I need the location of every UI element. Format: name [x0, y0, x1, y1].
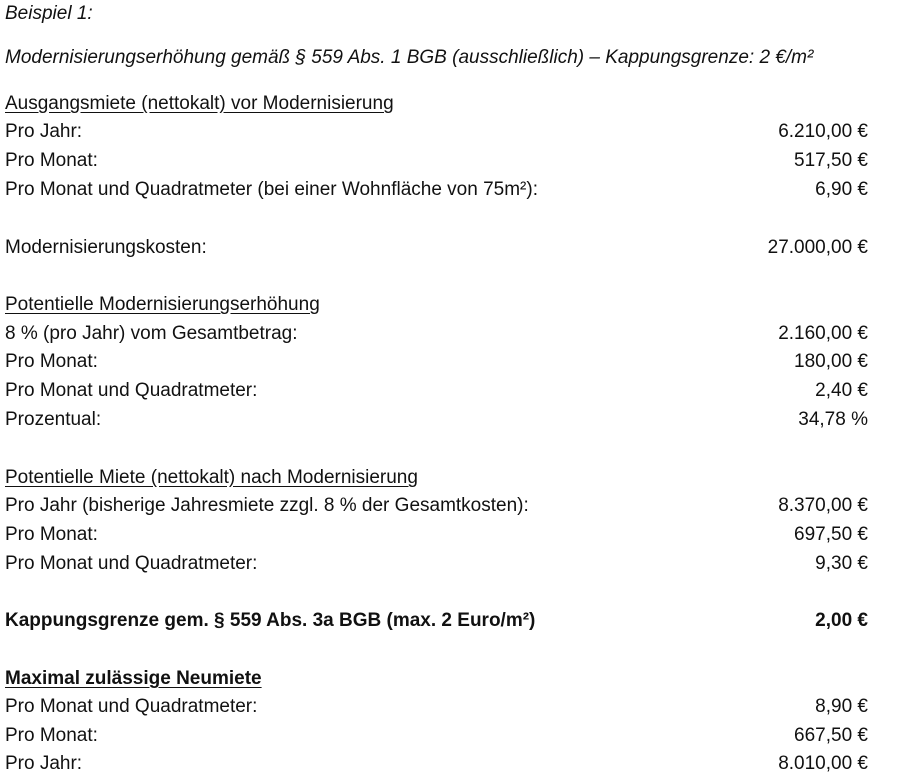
row-value: 6.210,00 €	[778, 121, 868, 142]
subtitle-text: Modernisierungserhöhung gemäß § 559 Abs. 1 BGB (ausschließlich) – Kappungsgrenze: 2 €/m²	[5, 47, 814, 68]
row-label: Pro Monat:	[5, 150, 98, 171]
row-erhoehung-qm	[5, 377, 871, 405]
row-label: Pro Monat:	[5, 725, 98, 746]
row-label: Pro Jahr:	[5, 121, 83, 142]
row-miete-nach-qm	[5, 550, 871, 578]
row-ausgang-monat	[5, 147, 871, 175]
row-erhoehung-monat	[5, 348, 871, 376]
row-label: Prozentual:	[5, 409, 102, 430]
row-erhoehung-prozent	[5, 406, 871, 434]
row-value: 180,00 €	[794, 351, 868, 372]
row-miete-nach-jahr	[5, 492, 871, 520]
section-heading-neumiete	[5, 665, 871, 693]
row-miete-nach-monat	[5, 521, 871, 549]
row-ausgang-qm	[5, 176, 871, 204]
row-label: Pro Jahr (bisherige Jahresmiete zzgl. 8 % der Gesamtkosten):	[5, 495, 529, 516]
heading-text: Maximal zulässige Neumiete	[5, 668, 262, 689]
row-erhoehung-gesamt	[5, 320, 871, 348]
row-value: 6,90 €	[815, 179, 868, 200]
row-label: Pro Jahr:	[5, 753, 83, 774]
row-neumiete-qm	[5, 693, 871, 721]
row-value: 8,90 €	[815, 696, 868, 717]
row-label: Kappungsgrenze gem. § 559 Abs. 3a BGB (max. 2 Euro/m²)	[5, 610, 536, 631]
heading-text: Potentielle Modernisierungserhöhung	[5, 294, 320, 315]
section-heading-miete-nach	[5, 464, 871, 492]
row-value: 27.000,00 €	[767, 237, 868, 258]
row-modernisierungskosten	[5, 234, 871, 262]
heading-text: Potentielle Miete (nettokalt) nach Modernisierung	[5, 467, 418, 488]
section-heading-erhoehung	[5, 291, 871, 319]
row-value: 34,78 %	[798, 409, 868, 430]
row-neumiete-monat	[5, 722, 871, 750]
row-value: 8.010,00 €	[778, 753, 868, 774]
row-value: 667,50 €	[794, 725, 868, 746]
row-value: 2,40 €	[815, 380, 868, 401]
row-ausgang-jahr	[5, 118, 871, 146]
row-value: 9,30 €	[815, 553, 868, 574]
row-label: Pro Monat:	[5, 351, 98, 372]
row-label: Pro Monat:	[5, 524, 98, 545]
example-label-text: Beispiel 1:	[5, 3, 93, 24]
row-kappungsgrenze	[5, 607, 871, 635]
row-neumiete-jahr	[5, 750, 871, 778]
row-value: 2,00 €	[815, 610, 868, 631]
row-label: Pro Monat und Quadratmeter (bei einer Wohnfläche von 75m²):	[5, 179, 538, 200]
example-label	[5, 0, 871, 28]
section-heading-ausgangsmiete	[5, 90, 871, 118]
row-label: Modernisierungskosten:	[5, 237, 207, 258]
heading-text: Ausgangsmiete (nettokalt) vor Modernisierung	[5, 93, 394, 114]
row-label: Pro Monat und Quadratmeter:	[5, 553, 258, 574]
row-value: 697,50 €	[794, 524, 868, 545]
row-value: 517,50 €	[794, 150, 868, 171]
row-value: 8.370,00 €	[778, 495, 868, 516]
row-label: 8 % (pro Jahr) vom Gesamtbetrag:	[5, 323, 298, 344]
row-value: 2.160,00 €	[778, 323, 868, 344]
row-label: Pro Monat und Quadratmeter:	[5, 380, 258, 401]
row-label: Pro Monat und Quadratmeter:	[5, 696, 258, 717]
subtitle	[5, 44, 871, 72]
